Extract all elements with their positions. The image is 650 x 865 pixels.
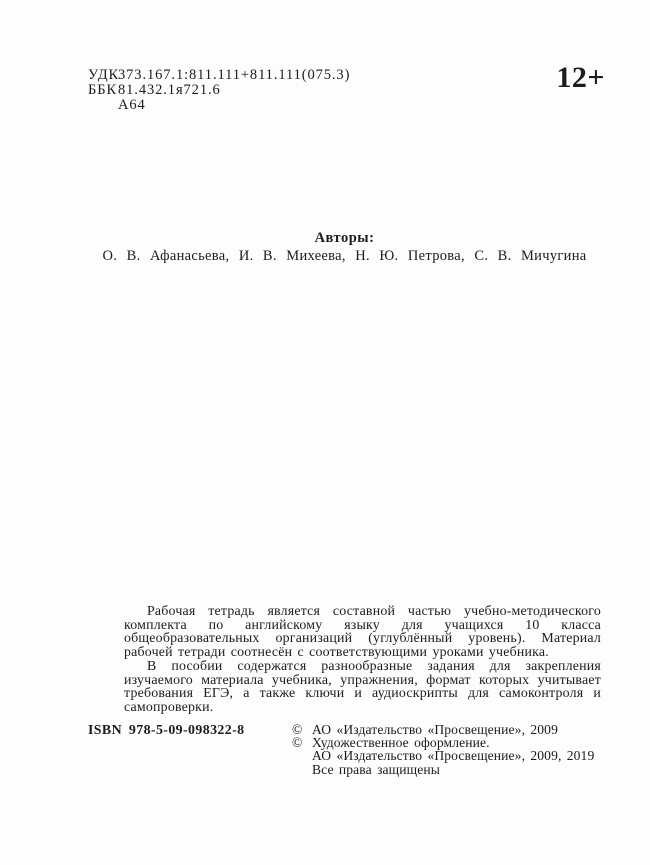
bibliographic-codes xyxy=(88,68,350,114)
udk-value: 373.167.1:811.111+811.111(075.3) xyxy=(118,67,351,83)
annotation-paragraph-2: В пособии содержатся разнообразные задания для закрепления изучаемого материала учебника, упражнения, формат которых учитывает требования ЕГЭ, а также ключи и аудиоскрипты для самоконтроля и самопроверки. xyxy=(124,658,601,715)
author-sign-row xyxy=(88,98,350,113)
copyright-text: Все права защищены xyxy=(312,761,440,777)
copyright-text: АО «Издательство «Просвещение», 2009, 2019 xyxy=(312,748,595,764)
copyright-icon: © xyxy=(292,722,303,737)
copyright-text: Художественное оформление. xyxy=(312,735,490,751)
bbk-label: ББК xyxy=(88,82,118,99)
bbk-value: 81.432.1я721.6 xyxy=(118,82,221,99)
annotation-block xyxy=(124,605,601,715)
age-rating-badge: 12+ xyxy=(556,61,605,94)
udk-label: УДК xyxy=(88,67,120,83)
annotation-paragraph-1: Рабочая тетрадь является составной частью учебно-методического комплекта по английскому языку для учащихся 10 класса общеобразовательных организаций (углублённый уровень). Материал рабочей тетради соотнесён с соответствующими уроками учебника. xyxy=(124,604,601,661)
copyright-icon: © xyxy=(292,735,303,751)
udk-row xyxy=(88,68,350,83)
authors-block xyxy=(88,231,601,264)
authors-heading: Авторы: xyxy=(314,230,375,246)
authors-names: О. В. Афанасьева, И. В. Михеева, Н. Ю. Петрова, С. В. Мичугина xyxy=(102,248,587,264)
copyright-text: АО «Издательство «Просвещение», 2009 xyxy=(312,722,558,737)
bbk-row xyxy=(88,83,350,98)
copyright-block xyxy=(292,723,642,776)
author-sign-spacer xyxy=(88,98,118,113)
isbn: ISBN 978-5-09-098322-8 xyxy=(88,723,245,738)
author-sign-code: А64 xyxy=(118,97,146,114)
copyright-line xyxy=(292,763,642,776)
